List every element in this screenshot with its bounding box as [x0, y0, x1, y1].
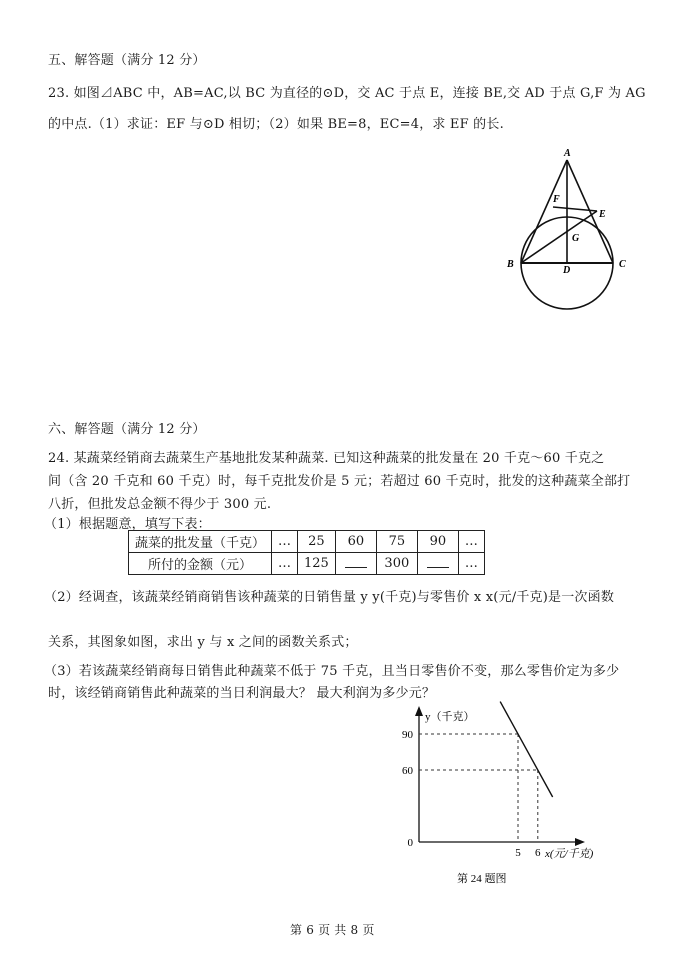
section6-heading: 六、解答题（满分 12 分） — [48, 422, 206, 437]
segment-ac — [567, 160, 613, 263]
table-cell-blank — [417, 553, 458, 575]
label-f: F — [553, 194, 560, 205]
label-d: D — [563, 265, 571, 276]
table-cell: … — [272, 553, 298, 575]
table-cell: 75 — [376, 531, 417, 553]
y-axis-label: y（千克） — [425, 711, 475, 723]
q23-geometry-figure — [495, 145, 645, 315]
q24-line2: 间（含 20 千克和 60 千克）时，每千克批发价是 5 元；若超过 60 千克时，批发的这种蔬菜全部打 — [48, 474, 631, 489]
q24-part1: （1）根据题意，填写下表： — [44, 517, 211, 532]
label-g: G — [572, 233, 580, 244]
table-cell: 25 — [298, 531, 336, 553]
table-cell: … — [458, 531, 484, 553]
x-tick-label: 6 — [535, 847, 541, 859]
table-row — [129, 553, 485, 575]
table-cell-blank — [335, 553, 376, 575]
section5-heading: 五、解答题（满分 12 分） — [48, 53, 206, 68]
table-row — [129, 531, 485, 553]
q24-part3-line2: 时，该经销商销售此种蔬菜的当日利润最大？ 最大利润为多少元？ — [48, 686, 436, 701]
table-cell: 蔬菜的批发量（千克） — [129, 531, 272, 553]
q24-part2-line1: （2）经调查，该蔬菜经销商销售该种蔬菜的日销售量 y y(千克)与零售价 x x(元/千克)是一次函数 — [44, 590, 615, 605]
q24-line3: 八折，但批发总金额不得少于 300 元. — [48, 497, 272, 512]
label-a: A — [564, 148, 571, 159]
label-b: B — [507, 259, 514, 270]
y-axis-arrow — [415, 706, 423, 716]
q24-part3-line1: （3）若该蔬菜经销商每日销售此种蔬菜不低于 75 千克，且当日零售价不变，那么零售价定为多少 — [44, 664, 620, 679]
y-tick-label: 90 — [402, 729, 413, 741]
table-cell: … — [272, 531, 298, 553]
page-footer: 第 6 页 共 8 页 — [290, 923, 375, 937]
q24-line1: 24. 某蔬菜经销商去蔬菜生产基地批发某种蔬菜. 已知这种蔬菜的批发量在 20 千克～60 千克之 — [48, 451, 605, 466]
table-cell: 所付的金额（元） — [129, 553, 272, 575]
x-axis-label: x(元/千克) — [545, 848, 594, 860]
x-axis-arrow — [575, 838, 585, 846]
label-c: C — [619, 259, 626, 270]
figure-caption: 第 24 题图 — [457, 873, 507, 885]
segment-fe — [553, 207, 597, 211]
table-cell: 90 — [417, 531, 458, 553]
q23-line2: 的中点.（1）求证：EF 与⊙D 相切；（2）如果 BE=8，EC=4，求 EF 的长. — [48, 117, 504, 132]
label-e: E — [599, 209, 606, 220]
wholesale-table — [128, 530, 485, 575]
table-cell: 300 — [376, 553, 417, 575]
table-cell: 125 — [298, 553, 336, 575]
q24-line-chart — [395, 700, 640, 885]
q23-line1: 23. 如图⊿ABC 中，AB=AC,以 BC 为直径的⊙D，交 AC 于点 E，连接 BE,交 AD 于点 G,F 为 AG — [48, 86, 646, 101]
table-cell: 60 — [335, 531, 376, 553]
y-tick-label: 60 — [402, 765, 413, 777]
y-tick-label: 0 — [407, 837, 413, 849]
q24-part2-line2: 关系，其图象如图，求出 y 与 x 之间的函数关系式； — [48, 635, 358, 650]
table-cell: … — [458, 553, 484, 575]
function-line — [500, 702, 552, 797]
x-tick-label: 5 — [515, 847, 521, 859]
